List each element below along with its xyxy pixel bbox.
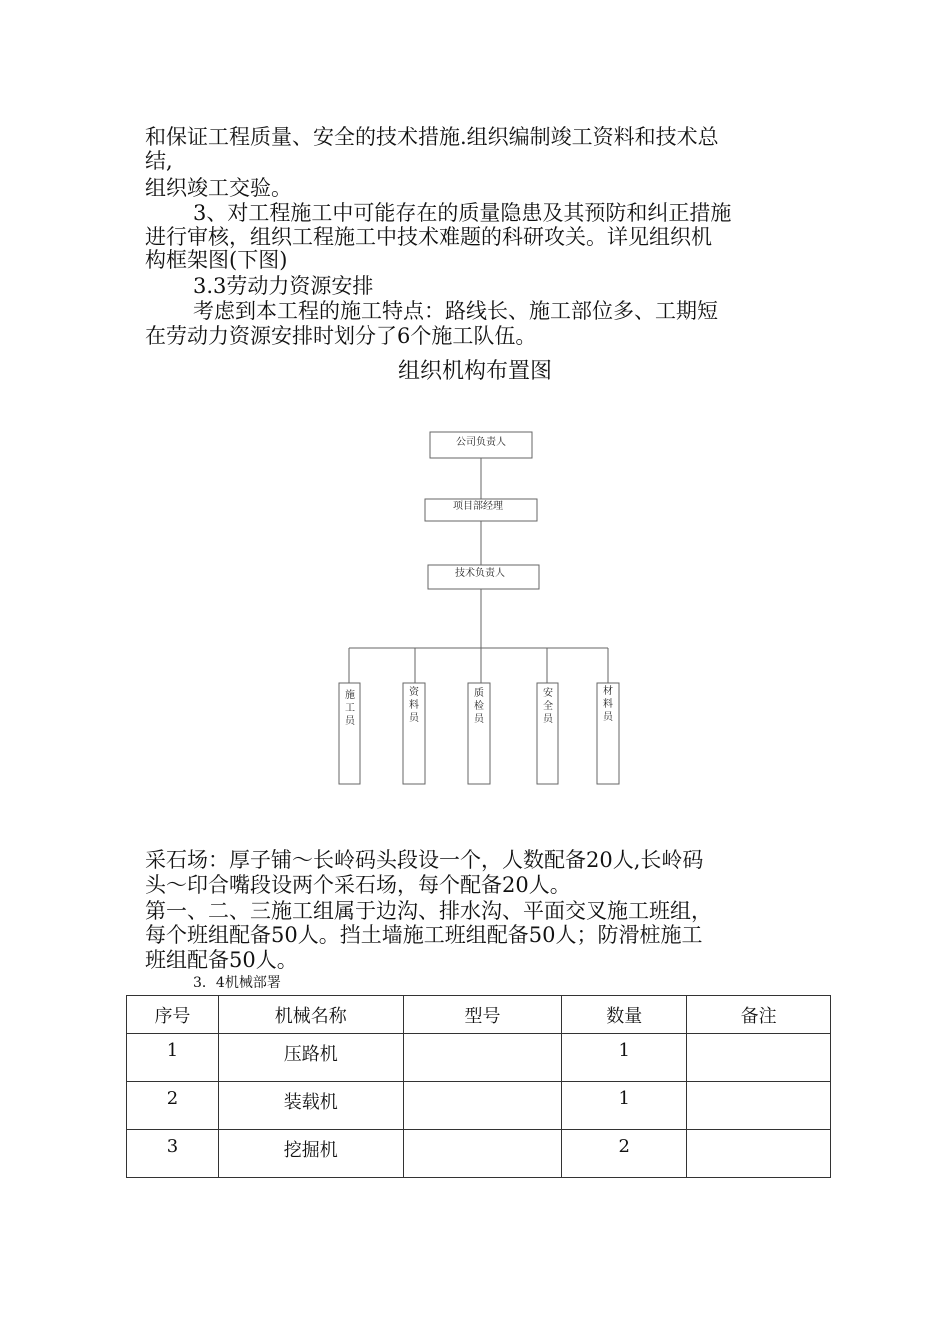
column-header: 序号: [127, 996, 219, 1034]
table-cell: [687, 1034, 831, 1082]
org-box-staff-documents: [403, 683, 425, 784]
table-cell: 压路机: [218, 1034, 403, 1082]
column-header: 机械名称: [218, 996, 403, 1034]
staff-char: 员: [543, 714, 553, 725]
machinery-table: [126, 995, 831, 1178]
table-cell: [687, 1130, 831, 1178]
body-line: 3、对工程施工中可能存在的质量隐患及其预防和纠正措施: [193, 201, 732, 225]
staff-char: 员: [409, 713, 419, 724]
staff-char: 工: [345, 703, 355, 714]
staff-char: 全: [543, 701, 553, 712]
table-cell: [687, 1082, 831, 1130]
machinery-heading: 3．4机械部署: [193, 975, 281, 991]
table-cell: 1: [562, 1034, 687, 1082]
table-cell: 1: [562, 1082, 687, 1130]
org-label-tech-head: 技术负责人: [455, 568, 505, 579]
org-chart: [0, 420, 950, 840]
table-header-row: [127, 996, 831, 1034]
staff-char: 检: [474, 701, 484, 712]
body-line: 考虑到本工程的施工特点：路线长、施工部位多、工期短: [193, 299, 718, 323]
org-chart-title: 组织机构布置图: [397, 359, 552, 384]
table-cell: 挖掘机: [218, 1130, 403, 1178]
staff-char: 施: [345, 690, 355, 701]
column-header: 备注: [687, 996, 831, 1034]
body-line: 在劳动力资源安排时划分了6个施工队伍。: [145, 324, 537, 348]
table-cell: 装载机: [218, 1082, 403, 1130]
body-line: 班组配备50人。: [145, 948, 298, 972]
staff-char: 质: [474, 688, 484, 699]
staff-char: 材: [603, 686, 613, 697]
body-line: 头～印合嘴段设两个采石场，每个配备20人。: [145, 873, 571, 897]
table-cell: [403, 1082, 562, 1130]
staff-char: 资: [409, 687, 419, 698]
staff-char: 员: [603, 712, 613, 723]
staff-char: 员: [345, 716, 355, 727]
table-cell: 3: [127, 1130, 219, 1178]
column-header: 数量: [562, 996, 687, 1034]
staff-char: 料: [603, 699, 613, 710]
table-cell: 1: [127, 1034, 219, 1082]
table-cell: [403, 1130, 562, 1178]
table-row: [127, 1082, 831, 1130]
body-line: 和保证工程质量、安全的技术措施.组织编制竣工资料和技术总: [145, 125, 719, 149]
table-cell: 2: [127, 1082, 219, 1130]
body-line: 进行审核，组织工程施工中技术难题的科研攻关。详见组织机: [145, 225, 712, 249]
org-label-company-head: 公司负责人: [456, 437, 506, 448]
table-cell: [403, 1034, 562, 1082]
body-line: 结,: [145, 149, 173, 173]
table-cell: 2: [562, 1130, 687, 1178]
column-header: 型号: [403, 996, 562, 1034]
table-row: [127, 1130, 831, 1178]
body-line: 组织竣工交验。: [145, 176, 292, 200]
body-line: 构框架图(下图): [145, 248, 288, 272]
table-row: [127, 1034, 831, 1082]
staff-char: 安: [543, 688, 553, 699]
body-line: 采石场：厚子铺～长岭码头段设一个，人数配备20人,长岭码: [145, 848, 704, 872]
org-label-project-manager: 项目部经理: [453, 501, 503, 512]
body-line: 每个班组配备50人。挡土墙施工班组配备50人；防滑桩施工: [145, 923, 703, 947]
staff-char: 员: [474, 714, 484, 725]
section-heading: 3.3劳动力资源安排: [193, 274, 374, 298]
body-line: 第一、二、三施工组属于边沟、排水沟、平面交叉施工班组，: [145, 899, 712, 923]
staff-char: 料: [409, 700, 419, 711]
